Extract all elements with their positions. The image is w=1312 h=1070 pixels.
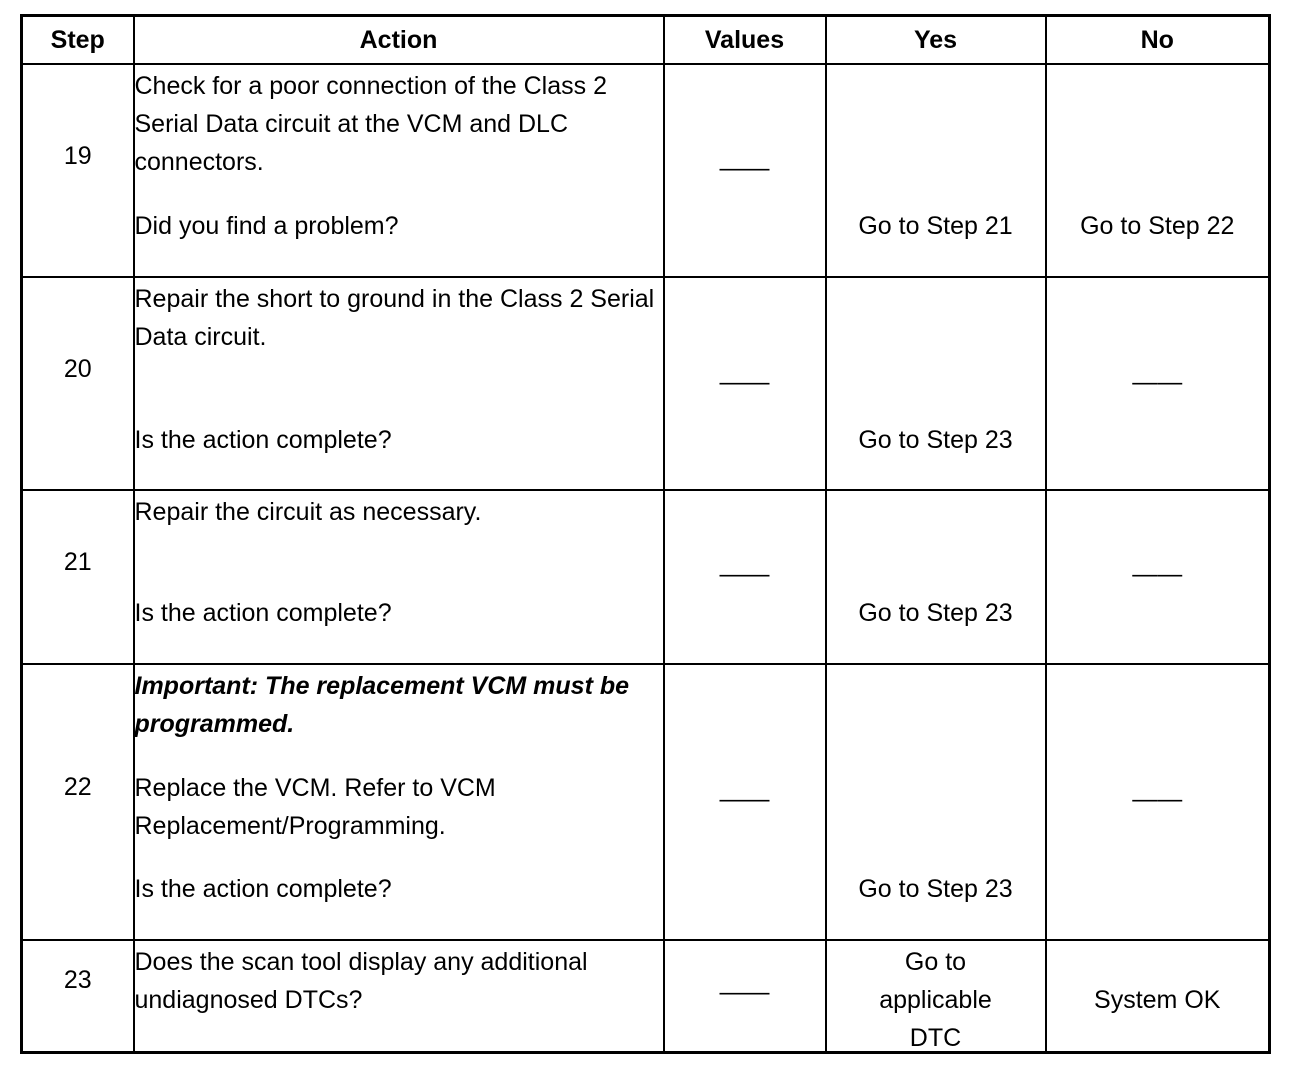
action-text: Replace the VCM. Refer to VCM Replacement/Programming. — [134, 774, 496, 841]
action-cell — [134, 490, 664, 664]
header-no: No — [1046, 16, 1270, 65]
values-cell — [664, 664, 826, 940]
table-row — [22, 664, 1270, 940]
header-row — [22, 16, 1270, 65]
no-cell — [1046, 490, 1270, 664]
step-cell — [22, 64, 134, 277]
step-cell — [22, 940, 134, 1052]
values-cell — [664, 940, 826, 1052]
no-cell — [1046, 277, 1270, 490]
action-question: Did you find a problem? — [134, 212, 399, 240]
table-row — [22, 64, 1270, 277]
diagnostic-table — [20, 14, 1271, 1054]
values-dash: —— — [719, 978, 770, 1007]
yes-cell — [826, 490, 1046, 664]
header-step: Step — [22, 16, 134, 65]
step-number: 20 — [63, 355, 92, 384]
yes-outcome: Go to Step 21 — [858, 212, 1013, 240]
no-cell — [1046, 64, 1270, 277]
action-text: Does the scan tool display any additional undiagnosed DTCs? — [134, 948, 588, 1015]
no-cell — [1046, 940, 1270, 1052]
values-cell — [664, 490, 826, 664]
values-cell — [664, 277, 826, 490]
action-cell — [134, 940, 664, 1052]
yes-outcome: Go to Step 23 — [858, 875, 1013, 904]
yes-cell — [826, 940, 1046, 1052]
no-dash: —— — [1132, 560, 1183, 589]
step-number: 21 — [63, 548, 92, 577]
action-question: Is the action complete? — [134, 599, 392, 628]
header-values: Values — [664, 16, 826, 65]
important-note: Important: The replacement VCM must be programmed. — [134, 672, 630, 739]
yes-cell — [826, 664, 1046, 940]
values-dash: —— — [719, 154, 770, 182]
header-yes: Yes — [826, 16, 1046, 65]
yes-outcome: Go to Step 23 — [858, 599, 1013, 628]
action-text: Repair the circuit as necessary. — [134, 498, 482, 527]
yes-outcome: Go to Step 23 — [858, 426, 1013, 455]
step-number: 22 — [63, 773, 92, 802]
no-outcome: Go to Step 22 — [1080, 212, 1235, 240]
yes-outcome: Go to applicable DTC — [879, 948, 992, 1053]
no-outcome: System OK — [1094, 986, 1221, 1015]
action-text: Repair the short to ground in the Class 2 Serial Data circuit. — [134, 285, 655, 352]
values-dash: —— — [719, 785, 770, 814]
action-question: Is the action complete? — [134, 875, 392, 904]
action-cell — [134, 64, 664, 277]
values-cell — [664, 64, 826, 277]
table-row — [22, 940, 1270, 1052]
step-cell — [22, 664, 134, 940]
action-cell — [134, 277, 664, 490]
values-dash: —— — [719, 368, 770, 397]
action-question: Is the action complete? — [134, 426, 392, 455]
no-dash: —— — [1132, 368, 1183, 397]
yes-cell — [826, 277, 1046, 490]
values-dash: —— — [719, 560, 770, 589]
no-cell — [1046, 664, 1270, 940]
step-number: 23 — [63, 966, 92, 995]
yes-cell — [826, 64, 1046, 277]
table-row — [22, 277, 1270, 490]
step-cell — [22, 490, 134, 664]
action-cell — [134, 664, 664, 940]
header-action: Action — [134, 16, 664, 65]
table-row — [22, 490, 1270, 664]
action-text: Check for a poor connection of the Class 2 Serial Data circuit at the VCM and DLC connectors. — [134, 72, 607, 176]
no-dash: —— — [1132, 785, 1183, 814]
step-cell — [22, 277, 134, 490]
step-number: 19 — [63, 142, 92, 170]
